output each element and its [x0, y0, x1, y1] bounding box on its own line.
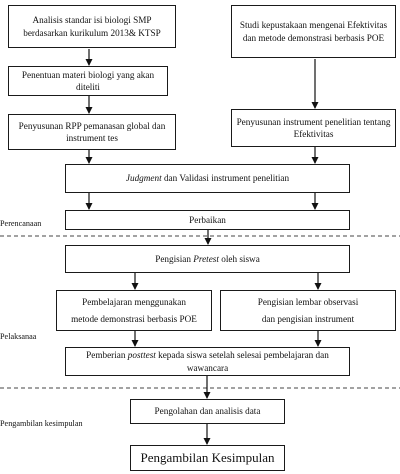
- node-penyusunan-rpp-label: Penyusunan RPP pemanasan global dan instrument tes: [18, 120, 166, 143]
- phase-label-pelaksanaan: Pelaksanaa: [0, 332, 37, 341]
- pretest-italic-text: Pretest: [193, 253, 219, 264]
- pretest-prefix-text: Pengisian: [155, 253, 194, 264]
- node-perbaikan: [65, 210, 350, 230]
- node-pembelajaran-poe-line1: Pembelajaran menggunakan: [82, 296, 186, 307]
- node-studi-kepustakaan: [231, 5, 396, 58]
- node-penentuan-materi-label: Penentuan materi biologi yang akan diteliti: [21, 69, 155, 92]
- node-analisis-standar-label: Analisis standar isi biologi SMP berdasarkan kurikulum 2013& KTSP: [23, 15, 161, 38]
- node-analisis-standar: [8, 5, 176, 48]
- posttest-prefix-text: Pemberian: [86, 350, 128, 361]
- node-penyusunan-instrument-label: Penyusunan instrument penelitian tentang Efektivitas: [236, 116, 391, 139]
- node-penentuan-materi: [8, 66, 168, 96]
- node-pengambilan-kesimpulan-label: Pengambilan Kesimpulan: [140, 450, 275, 466]
- node-pengisian-observasi: [220, 290, 396, 331]
- posttest-italic-text: posttest: [127, 350, 156, 361]
- node-studi-kepustakaan-label: Studi kepustakaan mengenai Efektivitas dan metode demonstrasi berbasis POE: [239, 20, 388, 43]
- node-penyusunan-instrument: [231, 109, 396, 147]
- node-pengisian-observasi-line1: Pengisian lembar observasi: [257, 296, 359, 307]
- node-pembelajaran-poe: [56, 290, 212, 331]
- node-pengisian-pretest-label: [155, 253, 260, 265]
- node-judgment-validasi-label: [126, 172, 289, 184]
- node-pengolahan-data: [130, 399, 285, 424]
- node-pemberian-posttest: [65, 347, 350, 376]
- node-pengambilan-kesimpulan: [130, 445, 285, 471]
- phase-label-pengambilan: Pengambilan kesimpulan: [0, 419, 83, 428]
- node-pengisian-pretest: [65, 245, 350, 273]
- node-perbaikan-label: Perbaikan: [189, 214, 226, 225]
- pretest-suffix-text: oleh siswa: [218, 253, 260, 264]
- judgment-italic-text: Judgment: [125, 173, 162, 184]
- node-pengolahan-data-label: Pengolahan dan analisis data: [154, 406, 261, 417]
- node-penyusunan-rpp: [8, 114, 176, 150]
- node-judgment-validasi: [65, 164, 350, 193]
- posttest-suffix-text: kepada siswa setelah selesai pembelajaran dan wawancara: [155, 350, 329, 373]
- phase-label-perencanaan: Perencanaan: [0, 219, 42, 228]
- node-pembelajaran-poe-line2: metode demonstrasi berbasis POE: [71, 314, 197, 324]
- judgment-rest-text: dan Validasi instrument penelitian: [161, 173, 290, 184]
- node-pemberian-posttest-label: [69, 349, 346, 374]
- node-pengisian-observasi-line2: dan pengisian instrument: [261, 314, 355, 324]
